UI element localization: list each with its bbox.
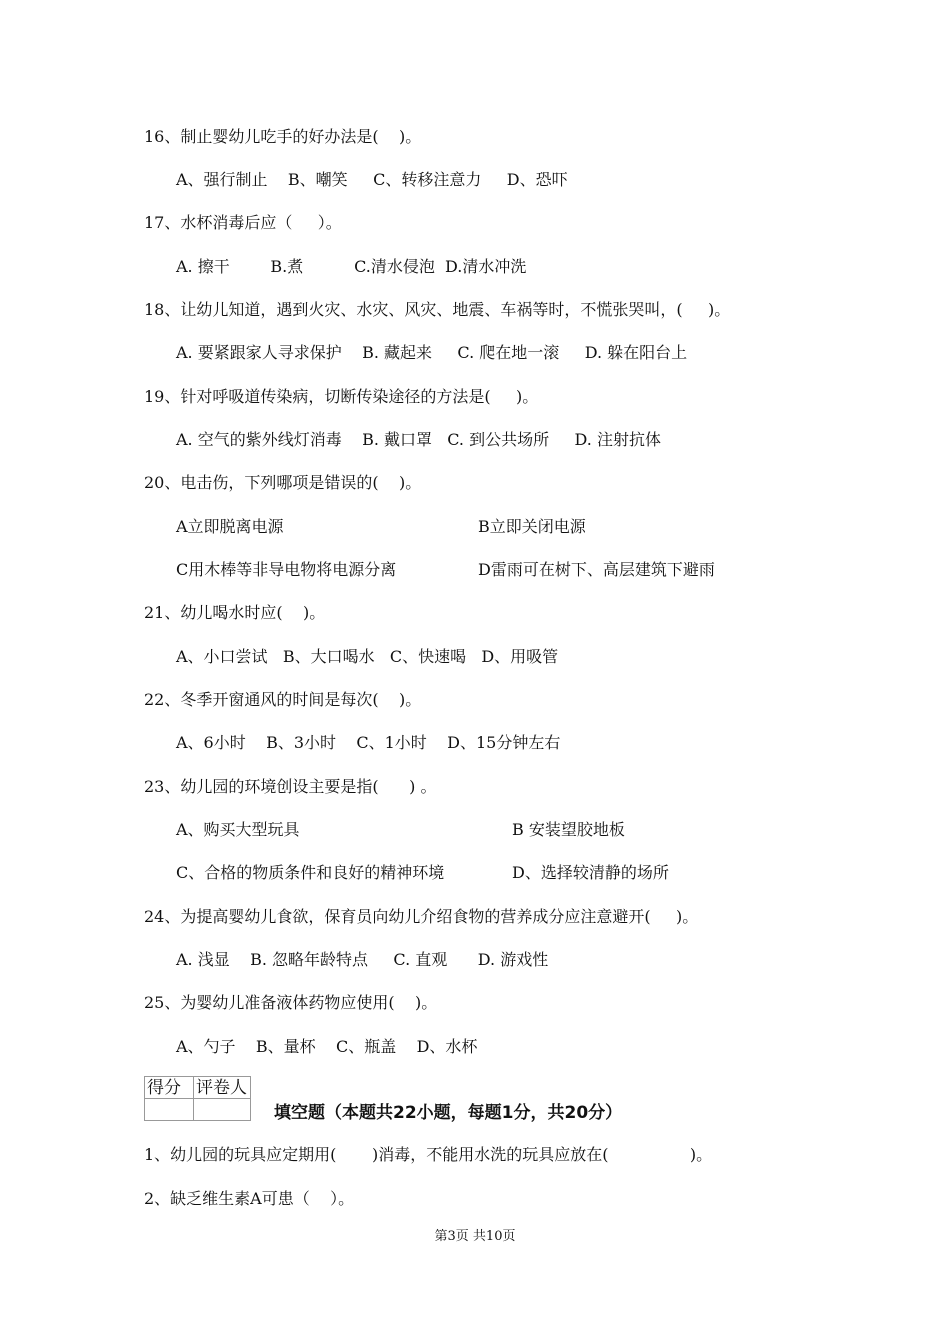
question-16-stem: 16、制止婴幼儿吃手的好办法是( )。 (144, 127, 422, 146)
score-cell[interactable] (145, 1099, 194, 1121)
question-20-stem: 20、电击伤，下列哪项是错误的( )。 (144, 473, 422, 492)
question-23-option-d: D、选择较清静的场所 (512, 863, 669, 882)
question-22-options: A、6小时 B、3小时 C、1小时 D、15分钟左右 (176, 733, 561, 752)
fill-question-1: 1、幼儿园的玩具应定期用( )消毒，不能用水洗的玩具应放在( )。 (144, 1145, 713, 1164)
question-20-option-c: C用木棒等非导电物将电源分离 (176, 560, 397, 579)
question-21-options: A、小口尝试 B、大口喝水 C、快速喝 D、用吸管 (176, 647, 559, 666)
question-17-stem: 17、水杯消毒后应（ ）。 (144, 213, 342, 232)
question-21-stem: 21、幼儿喝水时应( )。 (144, 603, 326, 622)
score-table (144, 1076, 251, 1121)
question-19-stem: 19、针对呼吸道传染病，切断传染途径的方法是( )。 (144, 387, 539, 406)
question-24-options: A. 浅显 B. 忽略年龄特点 C. 直观 D. 游戏性 (176, 950, 549, 969)
grader-header: 评卷人 (194, 1077, 251, 1099)
question-25-options: A、勺子 B、量杯 C、瓶盖 D、水杯 (176, 1037, 478, 1056)
question-17-options: A. 擦干 B.煮 C.清水侵泡 D.清水冲洗 (176, 257, 527, 276)
question-18-options: A. 要紧跟家人寻求保护 B. 藏起来 C. 爬在地一滚 D. 躲在阳台上 (176, 343, 688, 362)
grader-cell[interactable] (194, 1099, 251, 1121)
question-23-option-c: C、合格的物质条件和良好的精神环境 (176, 863, 445, 882)
question-20-option-a: A立即脱离电源 (176, 517, 284, 536)
question-22-stem: 22、冬季开窗通风的时间是每次( )。 (144, 690, 422, 709)
question-23-stem: 23、幼儿园的环境创设主要是指( ) 。 (144, 777, 437, 796)
question-19-options: A. 空气的紫外线灯消毒 B. 戴口罩 C. 到公共场所 D. 注射抗体 (176, 430, 661, 449)
question-20-option-b: B立即关闭电源 (478, 517, 586, 536)
question-16-options: A、强行制止 B、嘲笑 C、转移注意力 D、恐吓 (176, 170, 568, 189)
section-title: 填空题（本题共22小题，每题1分，共20分） (274, 1103, 623, 1123)
question-25-stem: 25、为婴幼儿准备液体药物应使用( )。 (144, 993, 438, 1012)
question-23-option-b: B 安装望胶地板 (512, 820, 625, 839)
question-23-option-a: A、购买大型玩具 (176, 820, 300, 839)
fill-question-2: 2、缺乏维生素A可患（ ）。 (144, 1189, 355, 1208)
question-18-stem: 18、让幼儿知道，遇到火灾、水灾、风灾、地震、车祸等时，不慌张哭叫，( )。 (144, 300, 731, 319)
question-24-stem: 24、为提高婴幼儿食欲，保育员向幼儿介绍食物的营养成分应注意避开( )。 (144, 907, 699, 926)
page-footer: 第3页 共10页 (434, 1229, 516, 1244)
question-20-option-d: D雷雨可在树下、高层建筑下避雨 (478, 560, 715, 579)
score-header: 得分 (145, 1077, 194, 1099)
